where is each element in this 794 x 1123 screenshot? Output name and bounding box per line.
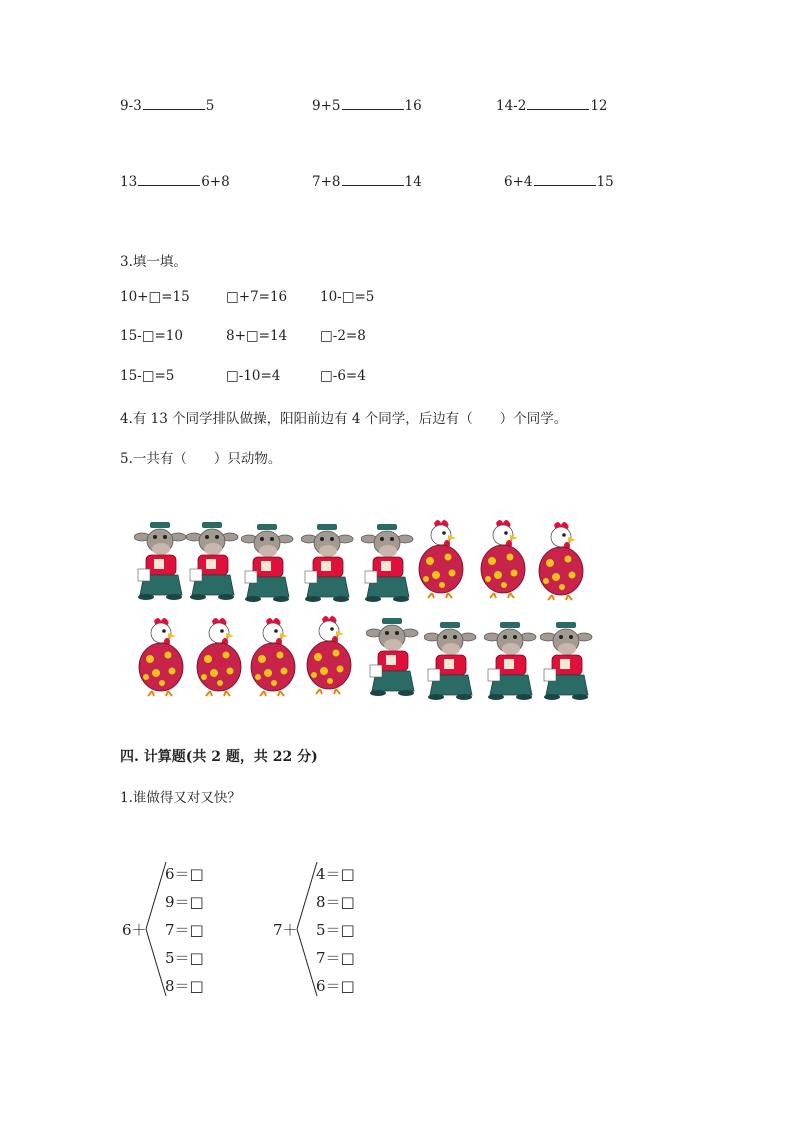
rooster-figure [246, 615, 300, 697]
section-4-question-1: 1.谁做得又对又快？ [120, 790, 241, 806]
compare-left: 9+5 [312, 98, 341, 114]
compare-item [120, 174, 230, 190]
fan-base: 7＋ [273, 921, 298, 939]
compare-right: 16 [404, 98, 422, 114]
donkey-figure [241, 521, 295, 603]
donkey-figure [134, 519, 188, 601]
compare-item [312, 174, 422, 190]
equation: 8+□=14 [226, 328, 288, 344]
fan-item[interactable]: 6＝□ [316, 977, 355, 995]
equation: □-2=8 [320, 328, 366, 344]
compare-left: 9-3 [120, 98, 142, 114]
compare-right: 14 [404, 174, 422, 190]
animals-illustration [130, 515, 600, 700]
compare-item [504, 174, 614, 190]
donkey-figure [484, 619, 538, 701]
equation: 15-□=10 [120, 328, 183, 344]
compare-item [312, 98, 422, 114]
fan-item[interactable]: 7＝□ [165, 921, 204, 939]
rooster-figure [302, 613, 356, 695]
donkey-figure [540, 619, 594, 701]
answer-blank[interactable] [342, 98, 404, 110]
fan-base: 6＋ [122, 921, 147, 939]
donkey-figure [424, 619, 478, 701]
compare-left: 14-2 [496, 98, 527, 114]
rooster-figure [192, 615, 246, 697]
section-4-title: 四. 计算题(共 2 题，共 22 分) [120, 749, 318, 765]
compare-right: 15 [596, 174, 614, 190]
compare-item [496, 98, 608, 114]
compare-item [120, 98, 214, 114]
equation: □-10=4 [226, 368, 281, 384]
compare-left: 7+8 [312, 174, 341, 190]
equation: □+7=16 [226, 289, 288, 305]
answer-blank[interactable] [342, 174, 404, 186]
question-4: 4.有 13 个同学排队做操，阳阳前边有 4 个同学，后边有（ ）个同学。 [120, 411, 568, 427]
answer-blank[interactable] [143, 98, 205, 110]
rooster-figure [476, 517, 530, 599]
compare-right: 6+8 [201, 174, 230, 190]
donkey-figure [361, 521, 415, 603]
equation: 15-□=5 [120, 368, 175, 384]
fan-item[interactable]: 7＝□ [316, 949, 355, 967]
question-5: 5.一共有（ ）只动物。 [120, 451, 282, 467]
answer-blank[interactable] [527, 98, 589, 110]
compare-right: 12 [590, 98, 608, 114]
answer-blank[interactable] [138, 174, 200, 186]
fan-item[interactable]: 5＝□ [316, 921, 355, 939]
equation: 10+□=15 [120, 289, 190, 305]
rooster-figure [134, 615, 188, 697]
equation: 10-□=5 [320, 289, 375, 305]
fan-item[interactable]: 8＝□ [316, 893, 355, 911]
fan-item[interactable]: 4＝□ [316, 865, 355, 883]
fan-item[interactable]: 8＝□ [165, 977, 204, 995]
fan-item[interactable]: 5＝□ [165, 949, 204, 967]
donkey-figure [186, 519, 240, 601]
donkey-figure [366, 615, 420, 697]
rooster-figure [534, 519, 588, 601]
compare-left: 13 [120, 174, 138, 190]
answer-blank[interactable] [534, 174, 596, 186]
equation: □-6=4 [320, 368, 366, 384]
fan-item[interactable]: 9＝□ [165, 893, 204, 911]
donkey-figure [301, 521, 355, 603]
compare-left: 6+4 [504, 174, 533, 190]
compare-right: 5 [205, 98, 215, 114]
fan-item[interactable]: 6＝□ [165, 865, 204, 883]
question-3-title: 3.填一填。 [120, 254, 187, 270]
rooster-figure [414, 517, 468, 599]
